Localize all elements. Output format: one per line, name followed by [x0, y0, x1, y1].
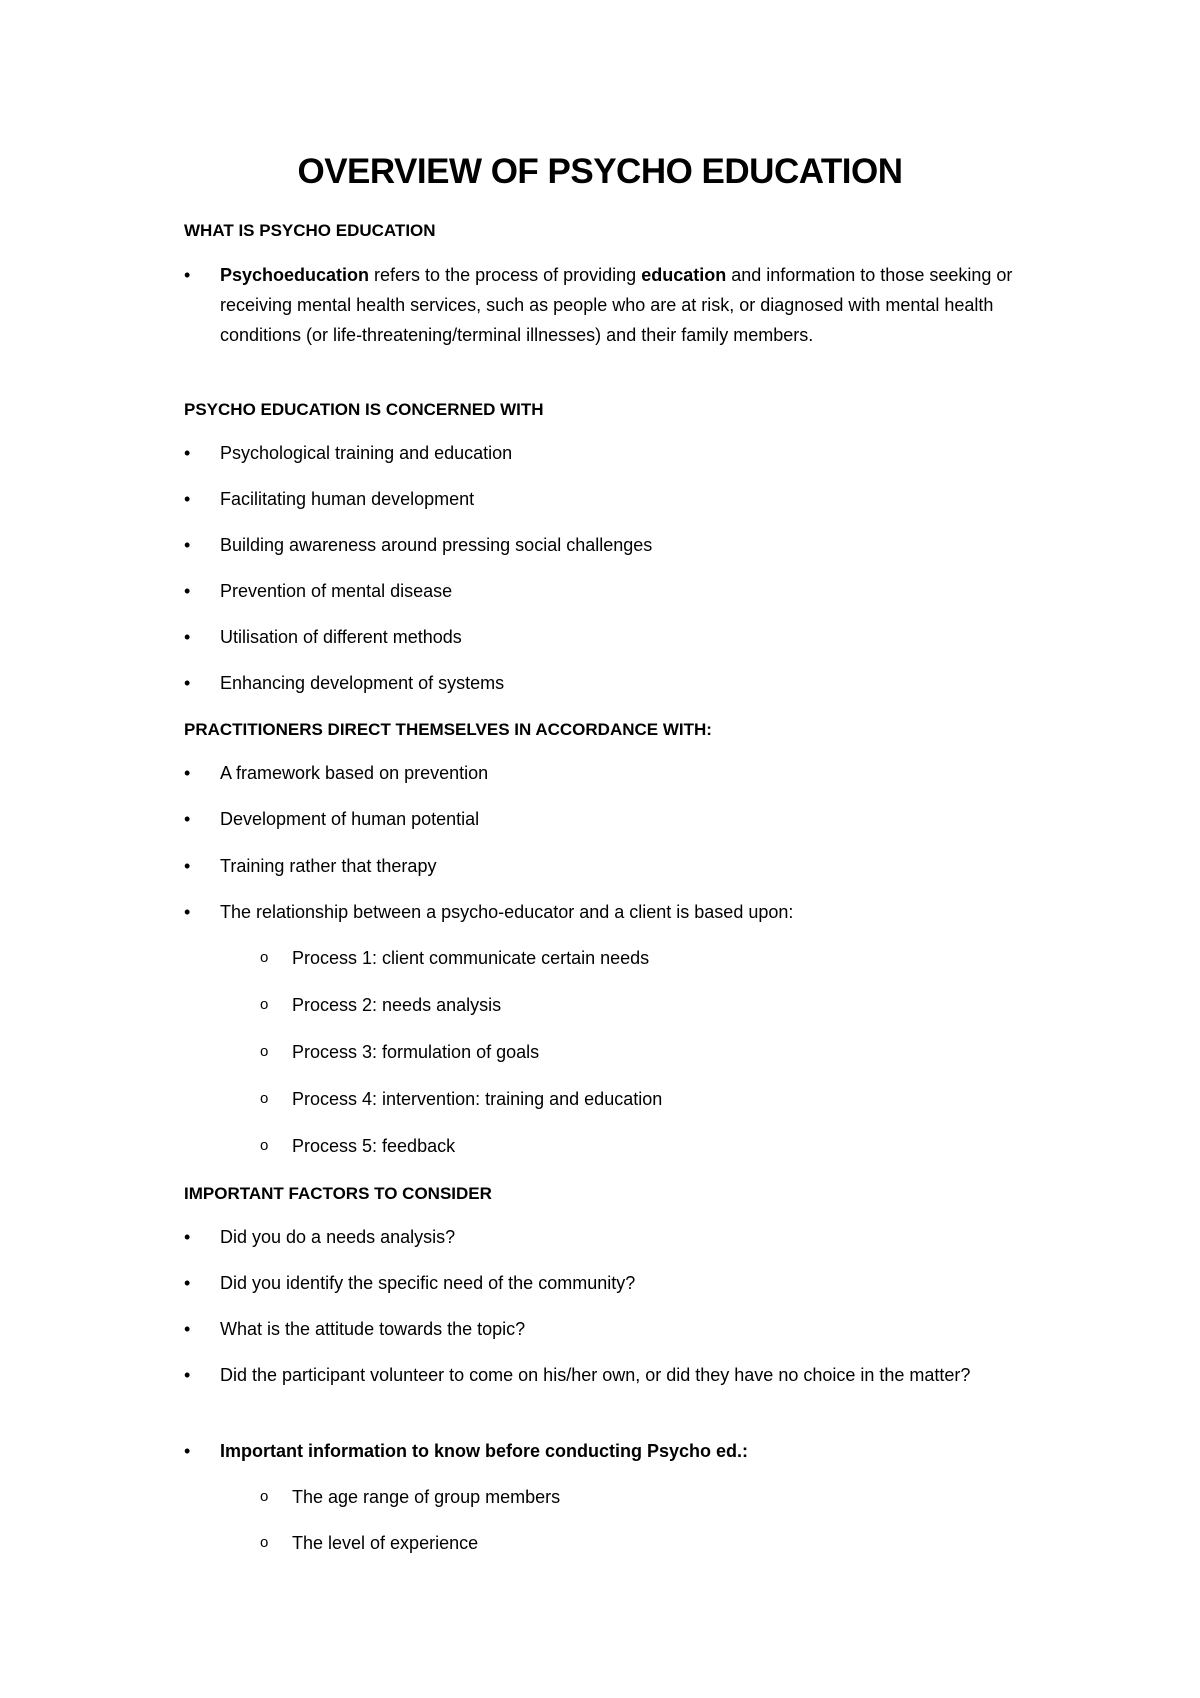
sub-bullet-icon: o	[260, 1043, 269, 1060]
section-heading-practitioners: PRACTITIONERS DIRECT THEMSELVES IN ACCORDANCE WITH:	[184, 720, 712, 739]
bullet-icon: •	[184, 856, 191, 876]
sub-bullet-icon: o	[260, 1090, 269, 1107]
list-item: • Psychological training and education	[184, 438, 1024, 468]
sub-list-item: o Process 2: needs analysis	[260, 990, 1020, 1020]
list-item: • Did you identify the specific need of the community?	[184, 1268, 1024, 1298]
bullet-icon: •	[184, 1365, 191, 1385]
list-item: • Prevention of mental disease	[184, 576, 1024, 606]
list-item: • What is the attitude towards the topic?	[184, 1314, 1024, 1344]
sub-list-item: o The level of experience	[260, 1528, 1020, 1558]
sub-bullet-icon: o	[260, 1137, 269, 1154]
list-item: • Utilisation of different methods	[184, 622, 1024, 652]
bullet-icon: •	[184, 1441, 191, 1461]
list-item: • Training rather that therapy	[184, 851, 1024, 881]
list-item: • Enhancing development of systems	[184, 668, 1024, 698]
bullet-icon: •	[184, 1273, 191, 1293]
list-item: • Did you do a needs analysis?	[184, 1222, 1024, 1252]
sub-list-item: o The age range of group members	[260, 1482, 1020, 1512]
bullet-icon: •	[184, 1227, 191, 1247]
list-item: • Psychoeducation refers to the process of providing education and information to those seeking or receiving mental health services, such as people who are at risk, or diagnosed with mental health conditions (or life-threatening/terminal illnesses) and their family members.	[184, 260, 1024, 350]
bullet-icon: •	[184, 809, 191, 829]
sub-list-item: o Process 5: feedback	[260, 1131, 1020, 1161]
sub-bullet-icon: o	[260, 996, 269, 1013]
sub-bullet-icon: o	[260, 1534, 269, 1551]
bullet-icon: •	[184, 265, 191, 285]
bullet-icon: •	[184, 673, 191, 693]
list-item: • A framework based on prevention	[184, 758, 1024, 788]
list-item: • Development of human potential	[184, 804, 1024, 834]
section-heading-concerned-with: PSYCHO EDUCATION IS CONCERNED WITH	[184, 400, 544, 419]
list-item: • Important information to know before conducting Psycho ed.:	[184, 1436, 1024, 1466]
sub-list-item: o Process 3: formulation of goals	[260, 1037, 1020, 1067]
bullet-icon: •	[184, 489, 191, 509]
list-item: • The relationship between a psycho-educator and a client is based upon:	[184, 897, 1024, 927]
bullet-icon: •	[184, 1319, 191, 1339]
document-title: OVERVIEW OF PSYCHO EDUCATION	[297, 152, 903, 191]
bullet-icon: •	[184, 443, 191, 463]
list-item: • Building awareness around pressing social challenges	[184, 530, 1024, 560]
section-heading-important-factors: IMPORTANT FACTORS TO CONSIDER	[184, 1184, 492, 1203]
term-education: education	[641, 265, 727, 285]
section-heading-what-is: WHAT IS PSYCHO EDUCATION	[184, 221, 436, 240]
bullet-icon: •	[184, 763, 191, 783]
term-psychoeducation: Psychoeducation	[220, 265, 370, 285]
list-item: • Did the participant volunteer to come on his/her own, or did they have no choice in the matter?	[184, 1360, 1024, 1390]
bullet-icon: •	[184, 902, 191, 922]
sub-list-item: o Process 1: client communicate certain needs	[260, 943, 1020, 973]
bullet-icon: •	[184, 535, 191, 555]
list-item: • Facilitating human development	[184, 484, 1024, 514]
sub-bullet-icon: o	[260, 1488, 269, 1505]
sub-bullet-icon: o	[260, 949, 269, 966]
bullet-icon: •	[184, 581, 191, 601]
sub-list-item: o Process 4: intervention: training and education	[260, 1084, 1020, 1114]
bullet-icon: •	[184, 627, 191, 647]
